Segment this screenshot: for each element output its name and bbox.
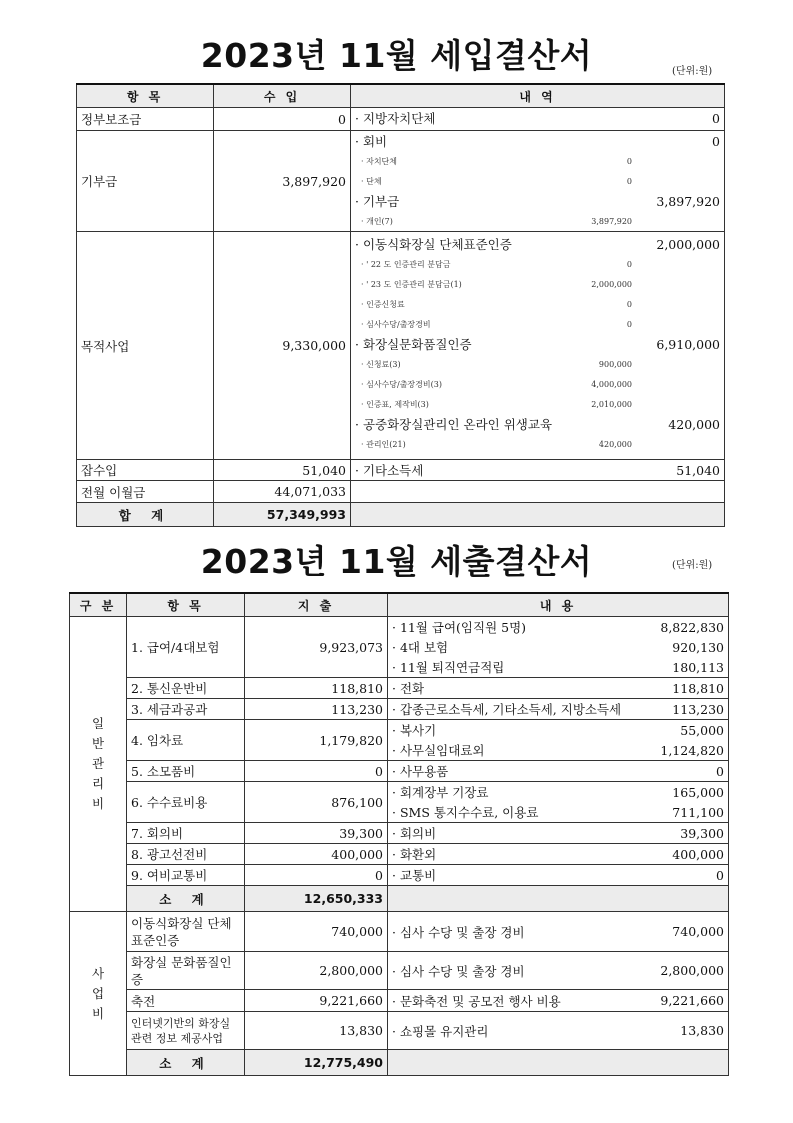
expense-amount: 9,923,073	[245, 617, 388, 678]
expense-detail	[388, 1012, 729, 1050]
income-amount: 0	[214, 108, 351, 131]
expense-detail	[388, 699, 729, 720]
detail-subline: · ' 22 도 인증관리 분담금 0	[361, 259, 632, 269]
expense-detail	[388, 990, 729, 1012]
income-row-carryover	[77, 481, 725, 503]
expense-item: 1. 급여/4대보험	[127, 617, 245, 678]
business-subtotal-detail	[388, 1050, 729, 1076]
expense-amount: 2,800,000	[245, 952, 388, 990]
detail-line: · 복사기 55,000	[392, 722, 724, 738]
income-row-misc	[77, 460, 725, 481]
expense-amount: 9,221,660	[245, 990, 388, 1012]
business-subtotal-row	[70, 1050, 729, 1076]
expense-amount: 400,000	[245, 844, 388, 865]
income-amount: 3,897,920	[214, 131, 351, 232]
income-total-amount: 57,349,993	[214, 503, 351, 527]
income-item: 잡수입	[77, 460, 214, 481]
detail-line: · 회의비 39,300	[392, 825, 724, 841]
income-detail	[351, 481, 725, 503]
general-subtotal-detail	[388, 886, 729, 912]
income-unit: (단위:원)	[672, 66, 713, 77]
expense-amount: 876,100	[245, 782, 388, 823]
detail-subline: · 인증표, 제작비(3) 2,010,000	[361, 399, 632, 409]
income-total-row	[77, 503, 725, 527]
income-detail	[351, 232, 725, 460]
income-detail	[351, 131, 725, 232]
detail-line: · 기부금 3,897,920	[355, 193, 720, 209]
detail-line: · 교통비 0	[392, 867, 724, 883]
expense-amount: 118,810	[245, 678, 388, 699]
expense-detail	[388, 844, 729, 865]
income-total-label: 합 계	[77, 503, 214, 527]
expense-row	[70, 1012, 729, 1050]
detail-line: · 갑종근로소득세, 기타소득세, 지방소득세 113,230	[392, 701, 724, 717]
income-detail	[351, 108, 725, 131]
expense-row	[70, 761, 729, 782]
detail-line: · 문화축전 및 공모전 행사 비용 9,221,660	[392, 993, 724, 1009]
expense-item: 4. 임차료	[127, 720, 245, 761]
expense-header-category: 구 분	[70, 593, 127, 617]
general-subtotal-amount: 12,650,333	[245, 886, 388, 912]
category-general: 일 반 관 리 비	[70, 617, 127, 912]
detail-line: · 지방자치단체 0	[355, 110, 720, 126]
income-row-donation	[77, 131, 725, 232]
expense-item: 이동식화장실 단체표준인증	[127, 912, 245, 952]
expense-detail	[388, 761, 729, 782]
general-subtotal-row	[70, 886, 729, 912]
expense-header-item: 항 목	[127, 593, 245, 617]
expense-item: 9. 여비교통비	[127, 865, 245, 886]
expense-item: 화장실 문화품질인증	[127, 952, 245, 990]
expense-amount: 39,300	[245, 823, 388, 844]
expense-header-detail: 내 용	[388, 593, 729, 617]
expense-row	[70, 823, 729, 844]
income-total-detail	[351, 503, 725, 527]
detail-line: · SMS 통지수수료, 이용료 711,100	[392, 804, 724, 820]
expense-unit: (단위:원)	[672, 560, 713, 571]
detail-line: · 회계장부 기장료 165,000	[392, 784, 724, 800]
expense-detail	[388, 617, 729, 678]
detail-line: · 회비 0	[355, 133, 720, 149]
detail-line: · 쇼핑몰 유지관리 13,830	[392, 1023, 724, 1039]
expense-item: 8. 광고선전비	[127, 844, 245, 865]
income-title: 2023년 11월 세입결산서	[200, 36, 593, 75]
detail-subline: · 단체 0	[361, 176, 632, 186]
expense-detail	[388, 678, 729, 699]
expense-header-spend: 지 출	[245, 593, 388, 617]
expense-detail	[388, 912, 729, 952]
detail-subline: · ' 23 도 인증관리 분담금(1) 2,000,000	[361, 279, 632, 289]
detail-line: · 심사 수당 및 출장 경비 740,000	[392, 924, 724, 940]
expense-amount: 1,179,820	[245, 720, 388, 761]
income-item: 목적사업	[77, 232, 214, 460]
detail-line: · 4대 보험 920,130	[392, 639, 724, 655]
expense-detail	[388, 952, 729, 990]
detail-line: · 화장실문화품질인증 6,910,000	[355, 336, 720, 352]
expense-row	[70, 678, 729, 699]
income-row-subsidy	[77, 108, 725, 131]
expense-detail	[388, 782, 729, 823]
income-amount: 44,071,033	[214, 481, 351, 503]
detail-line: · 기타소득세 51,040	[355, 462, 720, 478]
expense-row	[70, 865, 729, 886]
income-amount: 51,040	[214, 460, 351, 481]
business-subtotal-amount: 12,775,490	[245, 1050, 388, 1076]
income-item: 전월 이월금	[77, 481, 214, 503]
detail-line: · 11월 퇴직연금적립 180,113	[392, 659, 724, 675]
detail-line: · 화환외 400,000	[392, 846, 724, 862]
expense-row	[70, 844, 729, 865]
detail-subline: · 관리인(21) 420,000	[361, 439, 632, 449]
expense-amount: 0	[245, 865, 388, 886]
detail-subline: · 심사수당/출장경비(3) 4,000,000	[361, 379, 632, 389]
expense-row	[70, 990, 729, 1012]
expense-item: 6. 수수료비용	[127, 782, 245, 823]
expense-item: 축전	[127, 990, 245, 1012]
detail-line: · 사무실임대료외 1,124,820	[392, 742, 724, 758]
expense-title: 2023년 11월 세출결산서	[200, 542, 593, 581]
income-header-detail: 내 역	[351, 84, 725, 108]
detail-line: · 11월 급여(임직원 5명) 8,822,830	[392, 619, 724, 635]
income-header-row	[77, 84, 725, 108]
business-subtotal-label: 소 계	[127, 1050, 245, 1076]
detail-subline: · 신청료(3) 900,000	[361, 359, 632, 369]
income-header-item: 항 목	[77, 84, 214, 108]
general-subtotal-label: 소 계	[127, 886, 245, 912]
expense-amount: 113,230	[245, 699, 388, 720]
income-item: 기부금	[77, 131, 214, 232]
detail-line: · 심사 수당 및 출장 경비 2,800,000	[392, 963, 724, 979]
detail-line: · 사무용품 0	[392, 763, 724, 779]
expense-row	[70, 782, 729, 823]
detail-line: · 전화 118,810	[392, 680, 724, 696]
expense-detail	[388, 865, 729, 886]
detail-subline: · 개인(7) 3,897,920	[361, 216, 632, 226]
expense-amount: 13,830	[245, 1012, 388, 1050]
expense-item: 5. 소모품비	[127, 761, 245, 782]
expense-item: 인터넷기반의 화장실 관련 정보 제공사업	[127, 1012, 245, 1050]
expense-item: 7. 회의비	[127, 823, 245, 844]
expense-item: 2. 통신운반비	[127, 678, 245, 699]
expense-row	[70, 952, 729, 990]
expense-amount: 740,000	[245, 912, 388, 952]
expense-header-row	[70, 593, 729, 617]
detail-subline: · 심사수당/출장경비 0	[361, 319, 632, 329]
detail-subline: · 인증신청료 0	[361, 299, 632, 309]
income-detail	[351, 460, 725, 481]
detail-line: · 공중화장실관리인 온라인 위생교육 420,000	[355, 416, 720, 432]
income-table	[76, 83, 725, 527]
detail-line: · 이동식화장실 단체표준인증 2,000,000	[355, 236, 720, 252]
income-item: 정부보조금	[77, 108, 214, 131]
expense-detail	[388, 720, 729, 761]
expense-row	[70, 617, 729, 678]
detail-subline: · 자치단체 0	[361, 156, 632, 166]
category-business: 사 업 비	[70, 912, 127, 1076]
expense-amount: 0	[245, 761, 388, 782]
income-header-income: 수 입	[214, 84, 351, 108]
income-amount: 9,330,000	[214, 232, 351, 460]
expense-row	[70, 720, 729, 761]
income-row-purpose	[77, 232, 725, 460]
expense-row	[70, 699, 729, 720]
expense-table	[69, 592, 729, 1076]
expense-row	[70, 912, 729, 952]
expense-item: 3. 세금과공과	[127, 699, 245, 720]
expense-detail	[388, 823, 729, 844]
